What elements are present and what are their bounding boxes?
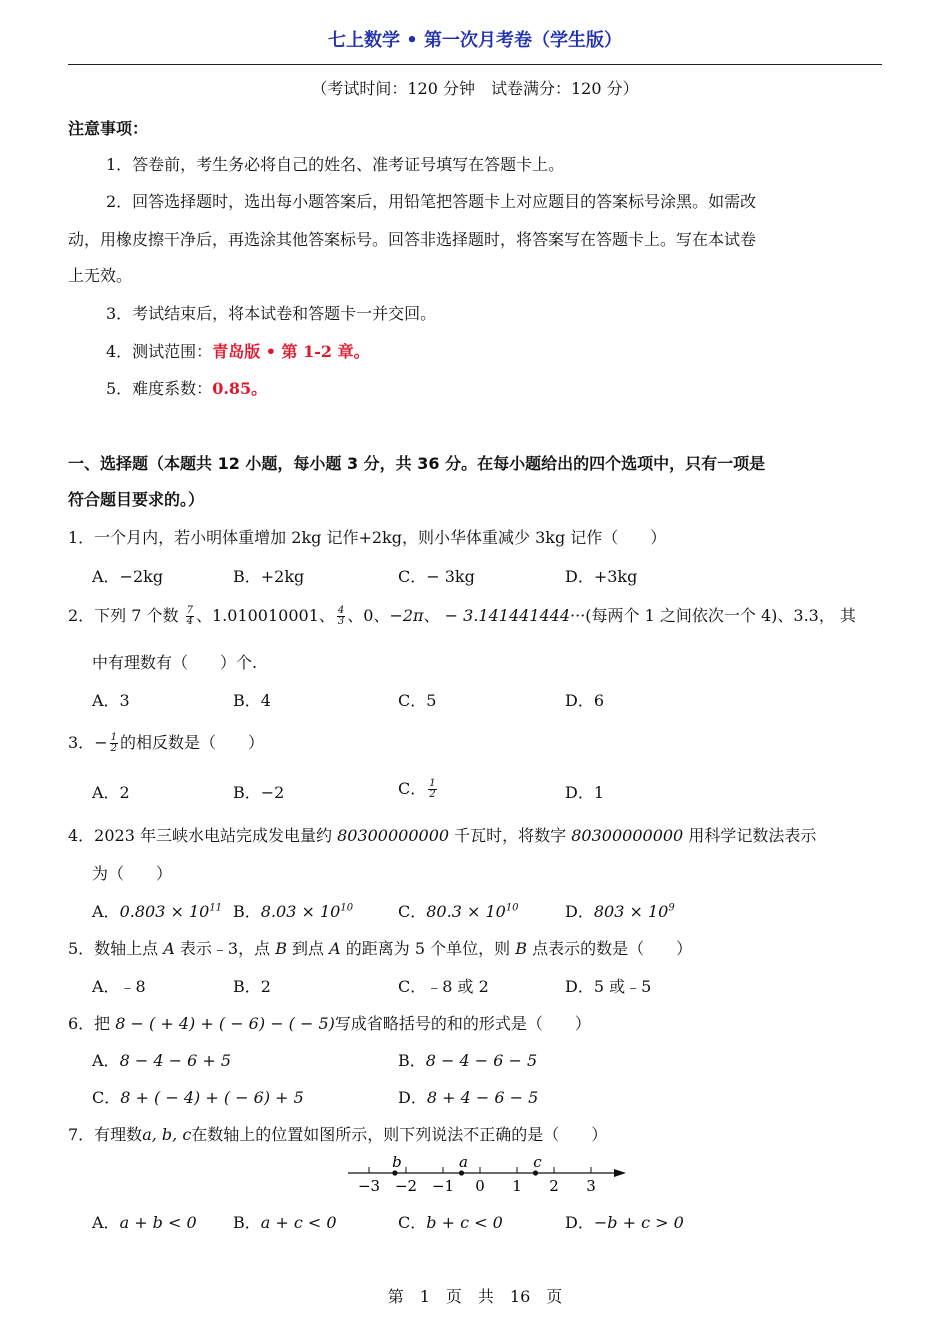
question-2-option-a: A．3 bbox=[92, 691, 130, 710]
test-scope: 青岛版 • 第 1-2 章。 bbox=[212, 342, 370, 361]
question-7-option-b: B．a + c < 0 bbox=[233, 1213, 337, 1232]
variables: a, b, c bbox=[142, 1125, 192, 1144]
question-2-stem-line-1 bbox=[68, 603, 856, 627]
question-4-option-b: B．$8.03 \times 10^{10}$ bbox=[233, 902, 354, 921]
notice-item-2-line-1: 2．回答选择题时，选出每小题答案后，用铅笔把答题卡上对应题目的答案标号涂黑。如需改 bbox=[106, 192, 757, 211]
point-label-b: b bbox=[392, 1153, 402, 1171]
question-2-stem-line-2: 中有理数有（ ）个. bbox=[92, 653, 258, 672]
question-3-text: 的相反数是（ ） bbox=[119, 733, 264, 752]
question-3-option-b: B．−2 bbox=[233, 783, 285, 802]
question-3-option-a: A．2 bbox=[92, 783, 130, 802]
number-line-points bbox=[392, 1153, 542, 1176]
question-4-stem-line-2: 为（ ） bbox=[92, 864, 173, 883]
question-3-stem bbox=[68, 730, 264, 754]
question-6-option-d: D．8 + 4 − 6 − 5 bbox=[398, 1088, 539, 1107]
point-label-a: a bbox=[459, 1153, 468, 1171]
exam-info: （考试时间：120 分钟 试卷满分：120 分） bbox=[311, 79, 639, 98]
question-6-option-a: A．8 − 4 − 6 + 5 bbox=[92, 1051, 232, 1070]
question-2-option-c: C．5 bbox=[398, 691, 437, 710]
notice-item-2-line-2: 动，用橡皮擦干净后，再选涂其他答案标号。回答非选择题时，将答案写在答题卡上。写在本试卷 bbox=[68, 230, 757, 249]
section-1-heading-line-1: 一、选择题（本题共 12 小题，每小题 3 分，共 36 分。在每小题给出的四个选项中，只有一项是 bbox=[68, 454, 766, 473]
repeating-decimal: − 3.141441444··· bbox=[444, 606, 586, 625]
question-3-option-d: D．1 bbox=[565, 783, 605, 802]
question-1-option-d: D．+3kg bbox=[565, 567, 638, 586]
question-7-option-a: A．a + b < 0 bbox=[92, 1213, 197, 1232]
tick-label: −2 bbox=[394, 1177, 418, 1195]
question-4-option-c: C．$80.3 \times 10^{10}$ bbox=[398, 902, 519, 921]
question-5-option-a: A．﹣8 bbox=[92, 977, 146, 996]
question-6-option-b: B．8 − 4 − 6 − 5 bbox=[398, 1051, 538, 1070]
question-5-option-b: B．2 bbox=[233, 977, 271, 996]
question-1-option-b: B．+2kg bbox=[233, 567, 305, 586]
notice-item-4 bbox=[106, 339, 370, 362]
tick-label: −1 bbox=[431, 1177, 455, 1195]
question-4-stem-line-1: 4．2023 年三峡水电站完成发电量约 80300000000 千瓦时，将数字 80300000000 用科学记数法表示 bbox=[68, 826, 817, 845]
question-2-text-3: 、0、 bbox=[347, 606, 390, 625]
question-7-stem: 7．有理数a, b, c在数轴上的位置如图所示，则下列说法不正确的是（ ） bbox=[68, 1125, 608, 1144]
fraction-1-2-option: $\frac{1}{2}$ bbox=[429, 778, 436, 800]
number-line-arrow bbox=[614, 1169, 626, 1177]
expression: 8 − ( + 4) + ( − 6) − ( − 5) bbox=[115, 1014, 335, 1033]
question-2-text-5: (每两个 1 之间依次一个 4)、3.3， 其 bbox=[585, 606, 856, 625]
fraction-4-3: $\frac{4}{3}$ bbox=[337, 605, 345, 627]
question-2-option-d: D．6 bbox=[565, 691, 605, 710]
fraction-1-2: $\frac{1}{2}$ bbox=[110, 732, 117, 754]
tick-label: 1 bbox=[512, 1177, 522, 1195]
question-7-option-d: D．−b + c > 0 bbox=[565, 1213, 684, 1232]
page-footer: 第 1 页 共 16 页 bbox=[387, 1287, 563, 1306]
fraction-7-4: $\frac{7}{4}$ bbox=[186, 605, 193, 627]
question-4-option-a: A．$0.803 \times 10^{11}$ bbox=[92, 902, 223, 921]
question-2-option-b: B．4 bbox=[233, 691, 271, 710]
notice-item-5 bbox=[106, 376, 267, 399]
question-4-option-d: D．$803 \times 10^9$ bbox=[565, 902, 675, 921]
point-a bbox=[459, 1170, 464, 1175]
question-2-text-2: 、1.010010001、 bbox=[196, 606, 335, 625]
page-title: 七上数学 • 第一次月考卷（学生版） bbox=[327, 30, 623, 51]
point-c bbox=[533, 1170, 538, 1175]
neg-two-pi: −2π bbox=[389, 606, 424, 625]
question-6-option-c: C．8 + ( − 4) + ( − 6) + 5 bbox=[92, 1088, 304, 1107]
large-number: 80300000000 bbox=[337, 826, 450, 845]
large-number: 80300000000 bbox=[571, 826, 684, 845]
point-label-c: c bbox=[533, 1153, 542, 1171]
notice-title: 注意事项： bbox=[68, 119, 149, 138]
difficulty-value: 0.85。 bbox=[212, 379, 268, 398]
notice-item-2-line-3: 上无效。 bbox=[68, 266, 133, 285]
notice-item-1: 1．答卷前，考生务必将自己的姓名、准考证号填写在答题卡上。 bbox=[106, 155, 565, 174]
question-6-stem: 6．把 8 − ( + 4) + ( − 6) − ( − 5)写成省略括号的和的形式是（ ） bbox=[68, 1014, 591, 1033]
point-b bbox=[392, 1170, 397, 1175]
question-5-stem: 5．数轴上点 A 表示﹣3，点 B 到点 A 的距离为 5 个单位，则 B 点表示的数是（ ） bbox=[68, 939, 693, 958]
minus-sign: − bbox=[94, 733, 108, 752]
question-2-text-4: 、 bbox=[423, 606, 445, 625]
header-divider bbox=[68, 64, 882, 65]
tick-label: −3 bbox=[357, 1177, 381, 1195]
question-1-stem: 1．一个月内，若小明体重增加 2kg 记作+2kg，则小华体重减少 3kg 记作（ ） bbox=[68, 528, 667, 547]
question-5-option-c: C．﹣8 或 2 bbox=[398, 977, 489, 996]
question-2-text-start: 2．下列 7 个数 bbox=[68, 606, 184, 625]
notice-item-4-label: 4．测试范围： bbox=[106, 342, 213, 361]
question-1-option-a: A．−2kg bbox=[92, 567, 164, 586]
number-line-figure bbox=[340, 1150, 640, 1200]
question-3-number: 3． bbox=[68, 733, 95, 752]
question-3-option-c: C． $\frac{1}{2}$ bbox=[398, 778, 436, 800]
section-1-heading-line-2: 符合题目要求的。） bbox=[68, 490, 205, 509]
tick-label: 0 bbox=[475, 1177, 485, 1195]
question-7-option-c: C．b + c < 0 bbox=[398, 1213, 503, 1232]
notice-item-3: 3．考试结束后，将本试卷和答题卡一并交回。 bbox=[106, 304, 437, 323]
tick-label: 3 bbox=[586, 1177, 596, 1195]
tick-label: 2 bbox=[549, 1177, 559, 1195]
question-5-option-d: D．5 或﹣5 bbox=[565, 977, 652, 996]
notice-item-5-label: 5．难度系数： bbox=[106, 379, 213, 398]
question-1-option-c: C．− 3kg bbox=[398, 567, 475, 586]
